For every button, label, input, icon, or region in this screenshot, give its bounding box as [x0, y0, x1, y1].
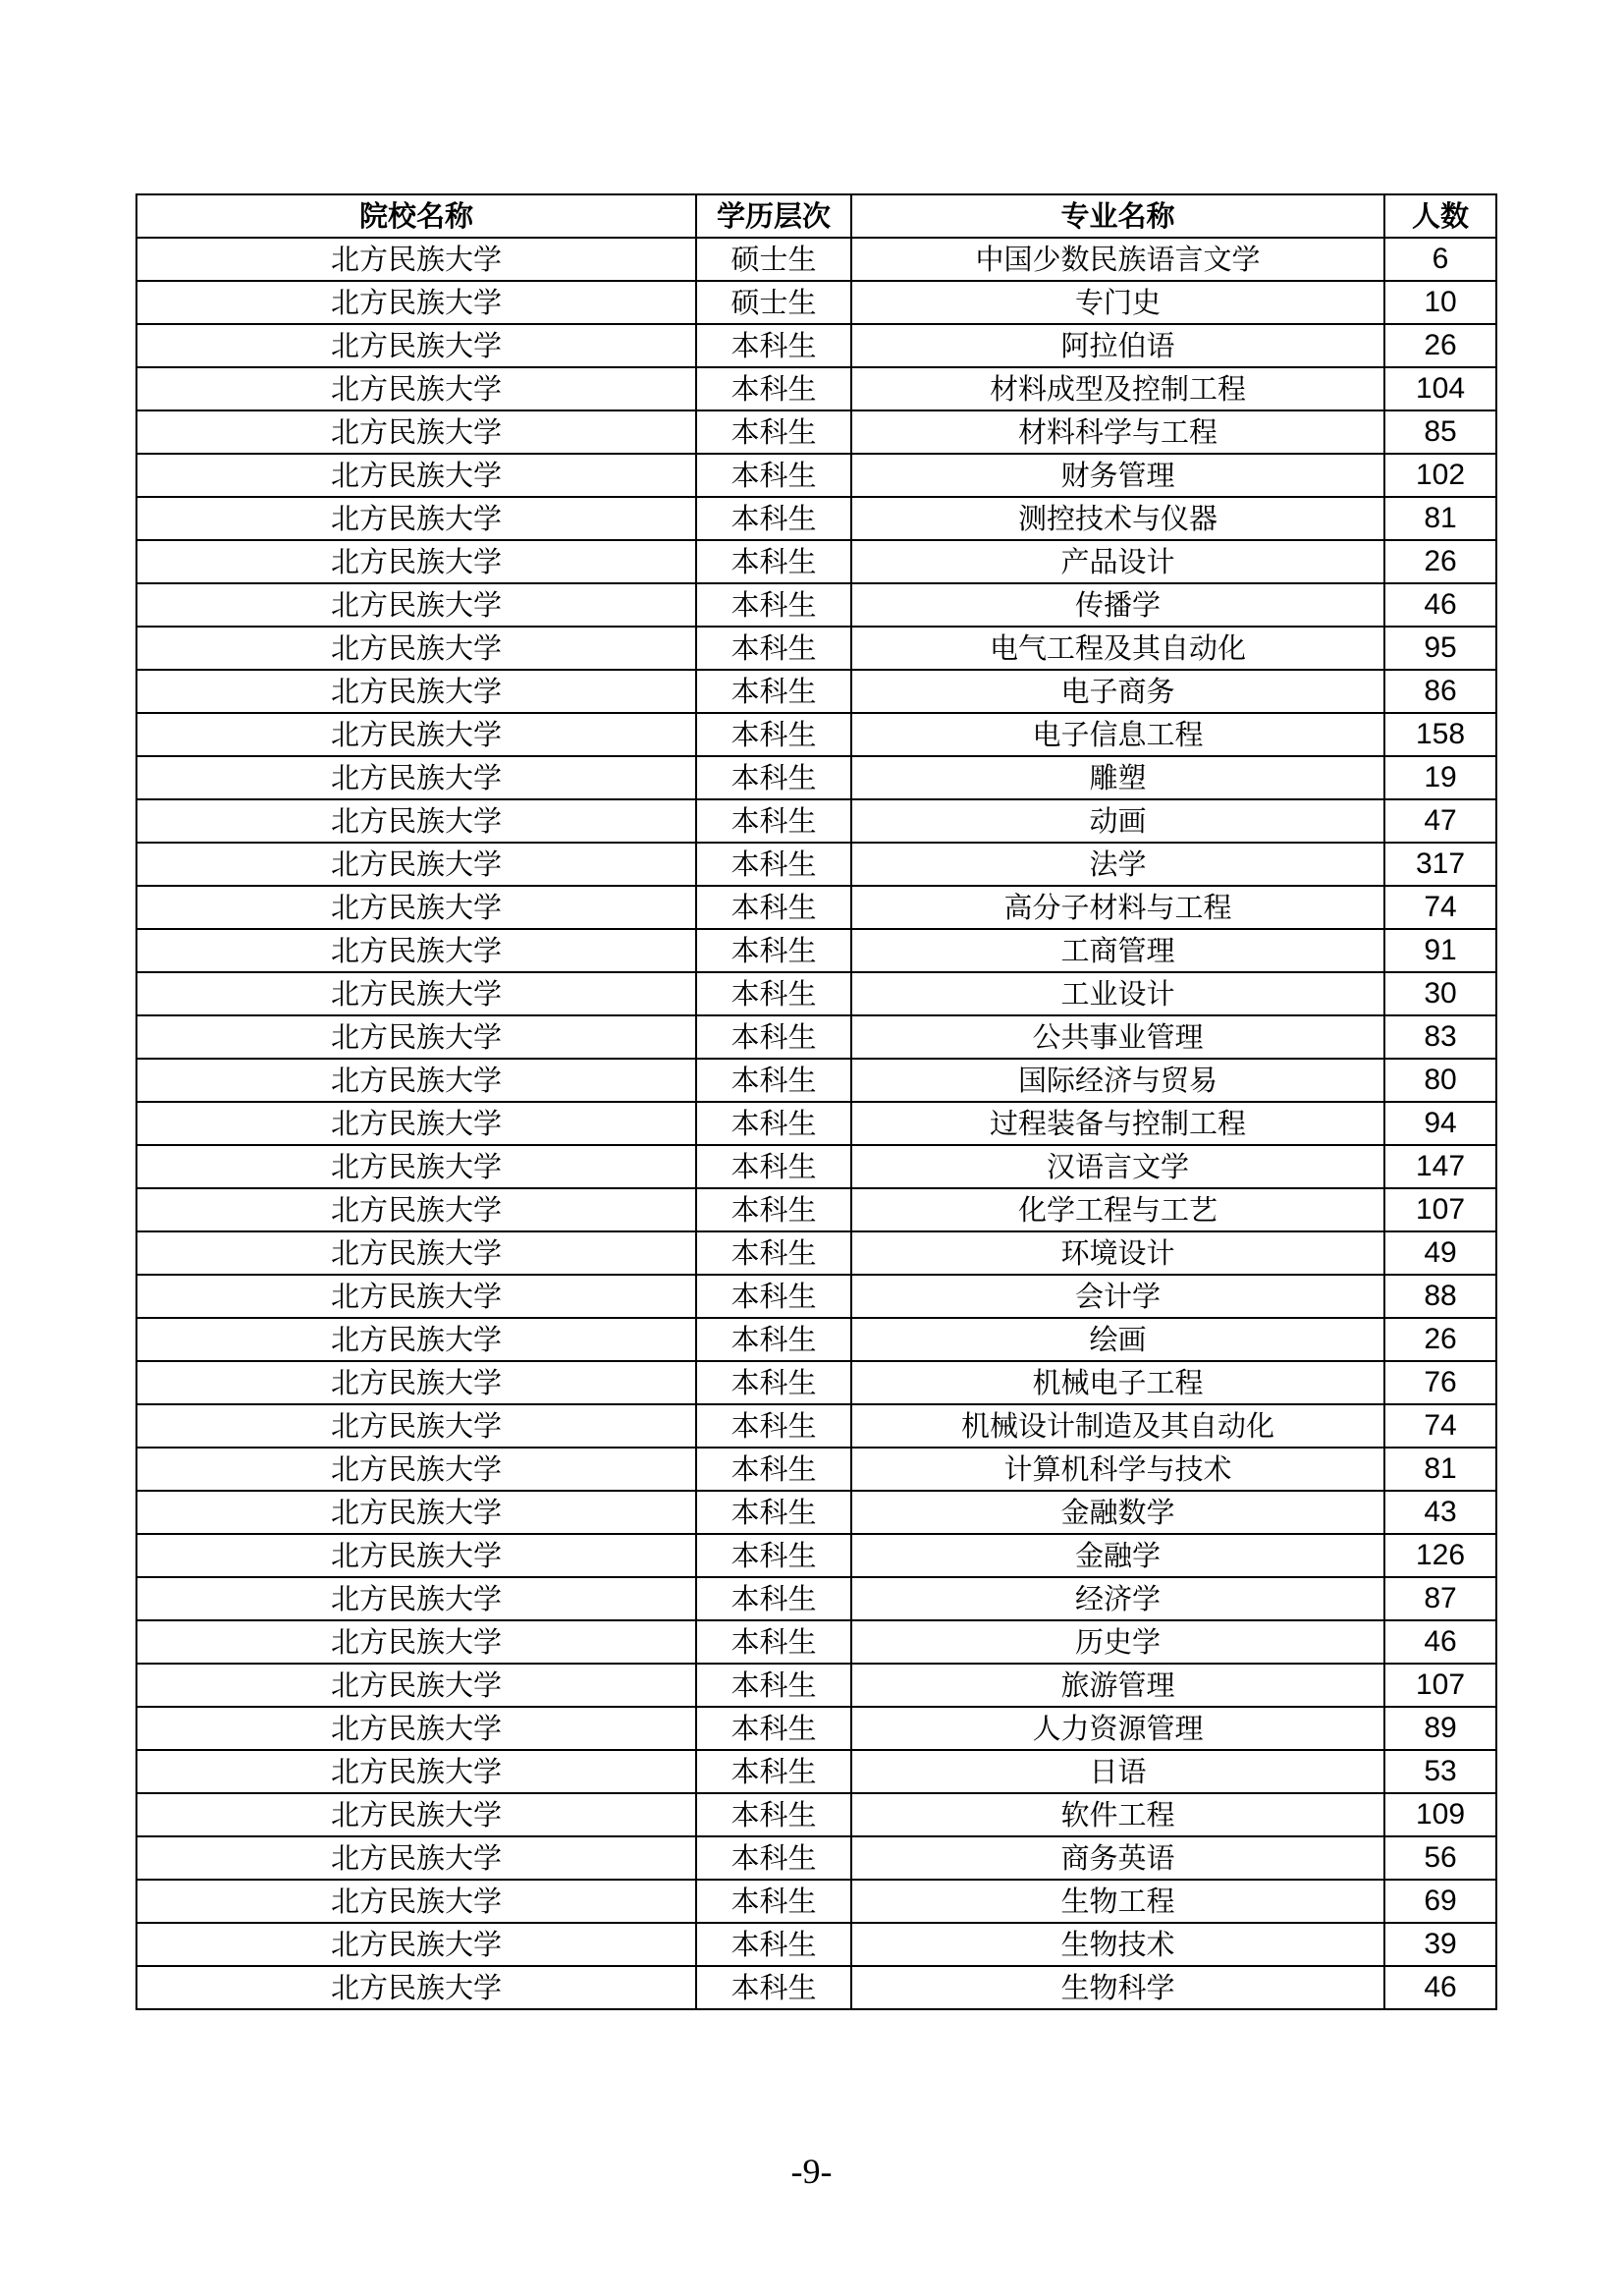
cell-institution: 北方民族大学 [136, 1491, 696, 1534]
cell-major: 化学工程与工艺 [851, 1188, 1384, 1231]
cell-institution: 北方民族大学 [136, 1534, 696, 1577]
table-row [136, 1318, 1496, 1361]
cell-count: 85 [1384, 410, 1496, 454]
cell-count: 147 [1384, 1145, 1496, 1188]
cell-institution: 北方民族大学 [136, 972, 696, 1015]
table-row [136, 1102, 1496, 1145]
table-row [136, 1793, 1496, 1836]
cell-education-level: 本科生 [696, 1404, 851, 1448]
cell-education-level: 本科生 [696, 627, 851, 670]
cell-major: 产品设计 [851, 540, 1384, 583]
table-row [136, 1275, 1496, 1318]
cell-institution: 北方民族大学 [136, 1318, 696, 1361]
cell-education-level: 本科生 [696, 1231, 851, 1275]
table-row [136, 756, 1496, 799]
cell-education-level: 本科生 [696, 1059, 851, 1102]
table-row [136, 1707, 1496, 1750]
table-row [136, 1491, 1496, 1534]
cell-education-level: 本科生 [696, 1275, 851, 1318]
cell-education-level: 本科生 [696, 1015, 851, 1059]
cell-count: 80 [1384, 1059, 1496, 1102]
cell-count: 53 [1384, 1750, 1496, 1793]
cell-institution: 北方民族大学 [136, 1361, 696, 1404]
cell-institution: 北方民族大学 [136, 1750, 696, 1793]
cell-major: 雕塑 [851, 756, 1384, 799]
cell-major: 旅游管理 [851, 1664, 1384, 1707]
cell-count: 46 [1384, 583, 1496, 627]
cell-major: 阿拉伯语 [851, 324, 1384, 367]
table-row [136, 843, 1496, 886]
cell-education-level: 本科生 [696, 1664, 851, 1707]
cell-major: 生物科学 [851, 1966, 1384, 2009]
cell-count: 39 [1384, 1923, 1496, 1966]
cell-education-level: 本科生 [696, 799, 851, 843]
cell-education-level: 本科生 [696, 756, 851, 799]
cell-education-level: 本科生 [696, 843, 851, 886]
table-row [136, 454, 1496, 497]
header-row [136, 194, 1496, 238]
cell-education-level: 本科生 [696, 1966, 851, 2009]
table-row [136, 713, 1496, 756]
cell-education-level: 本科生 [696, 1318, 851, 1361]
cell-major: 法学 [851, 843, 1384, 886]
cell-count: 74 [1384, 886, 1496, 929]
cell-major: 电子信息工程 [851, 713, 1384, 756]
cell-major: 过程装备与控制工程 [851, 1102, 1384, 1145]
table-row [136, 1577, 1496, 1620]
table-row [136, 1361, 1496, 1404]
cell-count: 26 [1384, 1318, 1496, 1361]
cell-institution: 北方民族大学 [136, 843, 696, 886]
cell-count: 86 [1384, 670, 1496, 713]
table-row [136, 1534, 1496, 1577]
cell-education-level: 本科生 [696, 583, 851, 627]
table-row [136, 238, 1496, 281]
cell-count: 46 [1384, 1620, 1496, 1664]
table-row [136, 929, 1496, 972]
cell-count: 95 [1384, 627, 1496, 670]
cell-count: 89 [1384, 1707, 1496, 1750]
cell-education-level: 本科生 [696, 497, 851, 540]
cell-education-level: 本科生 [696, 1102, 851, 1145]
cell-major: 电子商务 [851, 670, 1384, 713]
table-row [136, 497, 1496, 540]
cell-major: 国际经济与贸易 [851, 1059, 1384, 1102]
cell-count: 102 [1384, 454, 1496, 497]
cell-institution: 北方民族大学 [136, 281, 696, 324]
cell-count: 317 [1384, 843, 1496, 886]
table-row [136, 1923, 1496, 1966]
cell-education-level: 本科生 [696, 1145, 851, 1188]
cell-education-level: 本科生 [696, 972, 851, 1015]
cell-education-level: 本科生 [696, 1448, 851, 1491]
table-row [136, 1448, 1496, 1491]
cell-count: 91 [1384, 929, 1496, 972]
cell-institution: 北方民族大学 [136, 1793, 696, 1836]
cell-major: 机械电子工程 [851, 1361, 1384, 1404]
cell-major: 传播学 [851, 583, 1384, 627]
cell-education-level: 本科生 [696, 410, 851, 454]
cell-education-level: 本科生 [696, 1793, 851, 1836]
cell-institution: 北方民族大学 [136, 713, 696, 756]
cell-institution: 北方民族大学 [136, 238, 696, 281]
table-row [136, 367, 1496, 410]
cell-institution: 北方民族大学 [136, 1231, 696, 1275]
table-row [136, 1188, 1496, 1231]
table-row [136, 1750, 1496, 1793]
cell-education-level: 本科生 [696, 670, 851, 713]
cell-count: 158 [1384, 713, 1496, 756]
cell-count: 107 [1384, 1664, 1496, 1707]
header-institution: 院校名称 [136, 194, 696, 238]
cell-education-level: 硕士生 [696, 281, 851, 324]
cell-major: 机械设计制造及其自动化 [851, 1404, 1384, 1448]
cell-count: 81 [1384, 1448, 1496, 1491]
cell-institution: 北方民族大学 [136, 1102, 696, 1145]
cell-institution: 北方民族大学 [136, 367, 696, 410]
cell-major: 日语 [851, 1750, 1384, 1793]
cell-major: 工商管理 [851, 929, 1384, 972]
cell-education-level: 本科生 [696, 1620, 851, 1664]
cell-education-level: 本科生 [696, 324, 851, 367]
cell-major: 测控技术与仪器 [851, 497, 1384, 540]
table-row [136, 1145, 1496, 1188]
cell-major: 高分子材料与工程 [851, 886, 1384, 929]
cell-count: 126 [1384, 1534, 1496, 1577]
cell-education-level: 本科生 [696, 1750, 851, 1793]
cell-education-level: 本科生 [696, 1491, 851, 1534]
cell-count: 46 [1384, 1966, 1496, 2009]
cell-major: 汉语言文学 [851, 1145, 1384, 1188]
cell-institution: 北方民族大学 [136, 886, 696, 929]
table-row [136, 410, 1496, 454]
cell-institution: 北方民族大学 [136, 454, 696, 497]
cell-institution: 北方民族大学 [136, 1059, 696, 1102]
cell-institution: 北方民族大学 [136, 1188, 696, 1231]
cell-count: 19 [1384, 756, 1496, 799]
table-row [136, 799, 1496, 843]
cell-institution: 北方民族大学 [136, 670, 696, 713]
cell-institution: 北方民族大学 [136, 1275, 696, 1318]
table-row [136, 1015, 1496, 1059]
cell-major: 公共事业管理 [851, 1015, 1384, 1059]
table-row [136, 1966, 1496, 2009]
cell-education-level: 本科生 [696, 1880, 851, 1923]
cell-count: 10 [1384, 281, 1496, 324]
cell-institution: 北方民族大学 [136, 1923, 696, 1966]
cell-education-level: 本科生 [696, 367, 851, 410]
table-row [136, 886, 1496, 929]
table-row [136, 1620, 1496, 1664]
table-row [136, 1836, 1496, 1880]
cell-count: 26 [1384, 540, 1496, 583]
header-major: 专业名称 [851, 194, 1384, 238]
table-row [136, 1231, 1496, 1275]
cell-education-level: 本科生 [696, 1188, 851, 1231]
cell-education-level: 本科生 [696, 1361, 851, 1404]
cell-institution: 北方民族大学 [136, 583, 696, 627]
cell-count: 94 [1384, 1102, 1496, 1145]
cell-count: 26 [1384, 324, 1496, 367]
cell-major: 经济学 [851, 1577, 1384, 1620]
cell-major: 专门史 [851, 281, 1384, 324]
table-row [136, 324, 1496, 367]
table-row [136, 540, 1496, 583]
cell-education-level: 本科生 [696, 1923, 851, 1966]
cell-education-level: 本科生 [696, 540, 851, 583]
cell-education-level: 本科生 [696, 454, 851, 497]
table-row [136, 583, 1496, 627]
cell-major: 材料科学与工程 [851, 410, 1384, 454]
cell-count: 47 [1384, 799, 1496, 843]
cell-count: 76 [1384, 1361, 1496, 1404]
cell-institution: 北方民族大学 [136, 1404, 696, 1448]
cell-count: 88 [1384, 1275, 1496, 1318]
cell-count: 104 [1384, 367, 1496, 410]
cell-institution: 北方民族大学 [136, 540, 696, 583]
cell-institution: 北方民族大学 [136, 1015, 696, 1059]
cell-institution: 北方民族大学 [136, 410, 696, 454]
cell-institution: 北方民族大学 [136, 497, 696, 540]
cell-count: 109 [1384, 1793, 1496, 1836]
cell-institution: 北方民族大学 [136, 1707, 696, 1750]
table-row [136, 972, 1496, 1015]
cell-major: 绘画 [851, 1318, 1384, 1361]
cell-institution: 北方民族大学 [136, 1448, 696, 1491]
cell-count: 107 [1384, 1188, 1496, 1231]
cell-education-level: 本科生 [696, 713, 851, 756]
cell-education-level: 本科生 [696, 1534, 851, 1577]
table-body [136, 238, 1496, 2009]
cell-institution: 北方民族大学 [136, 324, 696, 367]
enrollment-table [135, 193, 1497, 2010]
cell-major: 中国少数民族语言文学 [851, 238, 1384, 281]
cell-education-level: 本科生 [696, 886, 851, 929]
cell-major: 金融数学 [851, 1491, 1384, 1534]
cell-institution: 北方民族大学 [136, 929, 696, 972]
cell-institution: 北方民族大学 [136, 1620, 696, 1664]
cell-institution: 北方民族大学 [136, 756, 696, 799]
cell-education-level: 本科生 [696, 1836, 851, 1880]
cell-education-level: 本科生 [696, 1577, 851, 1620]
page-number: -9- [790, 2152, 833, 2191]
cell-count: 30 [1384, 972, 1496, 1015]
cell-count: 87 [1384, 1577, 1496, 1620]
cell-count: 74 [1384, 1404, 1496, 1448]
cell-major: 生物技术 [851, 1923, 1384, 1966]
header-education-level: 学历层次 [696, 194, 851, 238]
cell-count: 6 [1384, 238, 1496, 281]
cell-institution: 北方民族大学 [136, 1966, 696, 2009]
cell-institution: 北方民族大学 [136, 1577, 696, 1620]
table-row [136, 627, 1496, 670]
cell-institution: 北方民族大学 [136, 1836, 696, 1880]
cell-major: 材料成型及控制工程 [851, 367, 1384, 410]
table-row [136, 1059, 1496, 1102]
cell-institution: 北方民族大学 [136, 1664, 696, 1707]
cell-major: 历史学 [851, 1620, 1384, 1664]
table-header [136, 194, 1496, 238]
cell-major: 工业设计 [851, 972, 1384, 1015]
cell-major: 环境设计 [851, 1231, 1384, 1275]
cell-institution: 北方民族大学 [136, 1145, 696, 1188]
cell-major: 软件工程 [851, 1793, 1384, 1836]
table-row [136, 1664, 1496, 1707]
cell-count: 56 [1384, 1836, 1496, 1880]
header-count: 人数 [1384, 194, 1496, 238]
cell-major: 商务英语 [851, 1836, 1384, 1880]
cell-major: 会计学 [851, 1275, 1384, 1318]
table-row [136, 281, 1496, 324]
cell-institution: 北方民族大学 [136, 1880, 696, 1923]
cell-count: 69 [1384, 1880, 1496, 1923]
cell-count: 81 [1384, 497, 1496, 540]
cell-major: 财务管理 [851, 454, 1384, 497]
table-row [136, 1880, 1496, 1923]
cell-education-level: 本科生 [696, 929, 851, 972]
table-row [136, 670, 1496, 713]
table-row [136, 1404, 1496, 1448]
cell-institution: 北方民族大学 [136, 799, 696, 843]
cell-count: 43 [1384, 1491, 1496, 1534]
cell-count: 83 [1384, 1015, 1496, 1059]
cell-education-level: 硕士生 [696, 238, 851, 281]
cell-major: 人力资源管理 [851, 1707, 1384, 1750]
cell-count: 49 [1384, 1231, 1496, 1275]
cell-education-level: 本科生 [696, 1707, 851, 1750]
cell-major: 动画 [851, 799, 1384, 843]
cell-institution: 北方民族大学 [136, 627, 696, 670]
cell-major: 电气工程及其自动化 [851, 627, 1384, 670]
cell-major: 生物工程 [851, 1880, 1384, 1923]
cell-major: 计算机科学与技术 [851, 1448, 1384, 1491]
cell-major: 金融学 [851, 1534, 1384, 1577]
